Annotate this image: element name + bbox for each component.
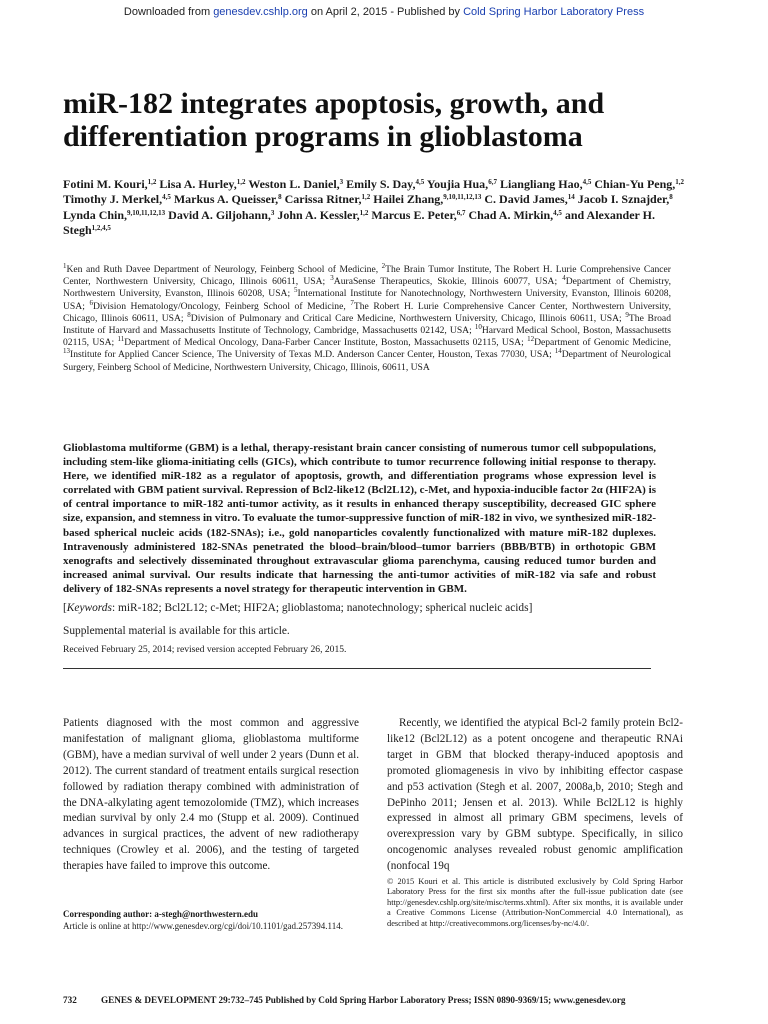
keywords: [63, 601, 663, 615]
affiliation-number: 1: [63, 262, 67, 270]
abstract: Glioblastoma multiforme (GBM) is a lethal, therapy-resistant brain cancer consisting of numerous tumor cell subpopulations, including stem-like glioma-initiating cells (GICs), which contribute to tumor recurrence following initial response to therapy. Here, we identified miR-182 as a regulator of apoptosis, growth, and differentiation programs whose expression level is correlated with GBM patient survival. Repression of Bcl2-like12 (Bcl2L12), c-Met, and hypoxia-inducible factor 2α (HIF2A) is of central importance to miR-182 anti-tumor activity, as it results in enhanced therapy susceptibility, decreased GIC sphere size, expansion, and stemness in vitro. To evaluate the tumor-suppressive function of miR-182 in vivo, we synthesized miR-182-based spherical nucleic acids (182-SNAs); i.e., gold nanoparticles covalently functionalized with mature miR-182 duplexes. Intravenously administered 182-SNAs penetrated the blood–brain/blood–tumor barriers (BBB/BTB) in orthotopic GBM xenografts and selectively disseminated throughout extravascular glioma parenchyma, causing reduced tumor burden and increased animal survival. Our results indicate that harnessing the anti-tumor activities of miR-182 via safe and robust delivery of 182-SNAs represents a novel strategy for therapeutic intervention in GBM.: [63, 442, 656, 595]
author-name: Youjia Hua,: [426, 177, 489, 191]
keywords-close: ]: [528, 602, 533, 614]
genesdev-site-link[interactable]: genesdev.cshlp.org: [213, 6, 308, 18]
author-affiliation-mark: 3: [339, 178, 344, 186]
author-name: Fotini M. Kouri,: [63, 177, 148, 191]
affiliations: [63, 264, 671, 374]
received-dates: Received February 25, 2014; revised version accepted February 26, 2015.: [63, 644, 347, 655]
author-affiliation-mark: 1,2: [675, 178, 685, 186]
author-name: Jacob I. Sznajder,: [577, 192, 670, 207]
affiliation-number: 8: [187, 310, 191, 319]
affiliation-text: The Broad Institute of Harvard and Massachusetts Institute of Technology, Cambridge, Massachusetts 02142, USA;: [63, 312, 671, 337]
affiliation-number: 2: [381, 262, 386, 270]
author-name: Emily S. Day,: [346, 177, 416, 191]
affiliation-number: 11: [117, 335, 125, 344]
author-name: Carissa Ritner,: [284, 192, 362, 207]
affiliation-number: 12: [527, 335, 535, 344]
author-affiliation-mark: 1,2: [236, 178, 246, 186]
supplemental-note: Supplemental material is available for this article.: [63, 625, 290, 637]
author-name: Markus A. Queisser,: [173, 192, 279, 207]
affiliation-text: Division Hematology/Oncology, Feinberg School of Medicine,: [92, 300, 351, 312]
author-affiliation-mark: 8: [669, 193, 673, 202]
affiliation-number: 9: [625, 310, 629, 319]
author-name: and Alexander H. Stegh: [63, 207, 656, 238]
corresponding-author: [63, 909, 363, 932]
corresponding-label: Corresponding author:: [63, 909, 155, 919]
author-affiliation-mark: 6,7: [456, 208, 466, 217]
author-name: Liangliang Hao,: [499, 177, 583, 191]
affiliation-number: 14: [554, 347, 562, 356]
affiliation-text: AuraSense Therapeutics, Skokie, Illinois 60077, USA;: [333, 276, 563, 288]
author-name: Hailei Zhang,: [373, 192, 444, 207]
author-name: Marcus E. Peter,: [371, 207, 457, 222]
affiliation-text: Institute for Applied Cancer Science, The University of Texas M.D. Anderson Cancer Center, Houston, Texas 77030, USA;: [70, 349, 555, 361]
article-online-note: Article is online at http://www.genesdev.org/cgi/doi/10.1101/gad.257394.114.: [63, 920, 343, 931]
author-name: Timothy J. Merkel,: [63, 192, 163, 207]
keywords-open: [: [63, 602, 67, 614]
author-list: [63, 177, 703, 239]
author-affiliation-mark: 3: [270, 208, 275, 217]
author-affiliation-mark: 1,2: [361, 193, 371, 202]
author-affiliation-mark: 4,5: [415, 178, 425, 186]
license-note: © 2015 Kouri et al. This article is distributed exclusively by Cold Spring Harbor Laboratory Press for the first six months after the full-issue publication date (see http://genesdev.cshlp.org/site/misc/terms.xhtml). After six months, it is available under a Creative Commons License (Attribution-NonCommercial 4.0 International), as described at http://creativecommons.org/licenses/by-nc/4.0/.: [387, 877, 683, 928]
section-divider: [63, 668, 651, 669]
affiliation-number: 10: [474, 323, 482, 332]
author-affiliation-mark: 4,5: [553, 208, 562, 217]
download-banner: [0, 6, 768, 18]
affiliation-text: Ken and Ruth Davee Department of Neurology, Feinberg School of Medicine,: [66, 264, 382, 275]
affiliation-text: Department of Neurological Surgery, Feinberg School of Medicine, Northwestern University, Chicago, Illinois, 60611, USA: [63, 349, 671, 373]
page-footer: [63, 995, 703, 1005]
author-affiliation-mark: 1,2,4,5: [91, 224, 111, 233]
affiliation-number: 7: [350, 298, 354, 307]
affiliation-text: The Robert H. Lurie Comprehensive Cancer Center, Northwestern University, Chicago, Illinois 60611, USA;: [63, 300, 671, 324]
body-column-right: Recently, we identified the atypical Bcl-2 family protein Bcl2-like12 (Bcl2L12) as a potent oncogene and therapeutic RNAi target in GBM that blocked therapy-induced apoptosis and promoted gliomagenesis in vivo by inhibiting effector caspase and p53 activation (Stegh et al. 2007, 2008a,b, 2010; Stegh and DePinho 2011; Jensen et al. 2013). While Bcl2L12 is highly expressed in almost all primary GBM specimens, levels of overexpression vary by GBM subtype. Specifically, in silico oncogenomic analyses revealed robust genomic amplification (nonfocal 19q: [387, 717, 683, 873]
author-affiliation-mark: 1,2: [147, 178, 157, 186]
author-name: Chad A. Mirkin,: [468, 207, 554, 222]
journal-citation: GENES & DEVELOPMENT 29:732–745 Published by Cold Spring Harbor Laboratory Press; ISSN 0890-9369/15; www.genesdev.org: [101, 995, 626, 1005]
author-affiliation-mark: 9,10,11,12,13: [127, 208, 166, 217]
affiliation-number: 13: [63, 347, 70, 356]
publisher-link[interactable]: Cold Spring Harbor Laboratory Press: [463, 6, 645, 18]
affiliation-number: 5: [293, 286, 298, 295]
affiliation-text: Department of Medical Oncology, Dana-Farber Cancer Institute, Boston, Massachusetts 02115, USA;: [124, 337, 528, 349]
author-name: John A. Kessler,: [277, 207, 360, 222]
author-name: C. David James,: [484, 192, 568, 207]
author-affiliation-mark: 4,5: [162, 193, 171, 202]
author-affiliation-mark: 6,7: [488, 178, 497, 186]
banner-middle: on April 2, 2015 - Published by: [307, 6, 464, 18]
keywords-label: Keywords: [66, 602, 112, 614]
affiliation-text: Harvard Medical School, Boston, Massachusetts 02115, USA;: [63, 325, 671, 349]
keywords-sep: :: [111, 602, 118, 614]
article-title: miR-182 integrates apoptosis, growth, and differentiation programs in glioblastoma: [63, 87, 605, 153]
author-affiliation-mark: 9,10,11,12,13: [443, 193, 482, 202]
corresponding-email-link[interactable]: a-stegh@northwestern.edu: [154, 909, 258, 919]
author-name: Weston L. Daniel,: [248, 177, 340, 191]
affiliation-text: Department of Chemistry, Northwestern University, Evanston, Illinois 60208, USA;: [63, 276, 671, 300]
author-affiliation-mark: 4,5: [582, 178, 592, 186]
affiliation-text: International Institute for Nanotechnology, Northwestern University, Evanston, Illinois 60208, USA;: [63, 288, 671, 312]
affiliation-number: 6: [89, 298, 93, 307]
author-affiliation-mark: 1,2: [359, 208, 369, 217]
author-name: Lynda Chin,: [63, 207, 128, 222]
author-name: Lisa A. Hurley,: [159, 177, 237, 191]
keywords-text: miR-182; Bcl2L12; c-Met; HIF2A; glioblastoma; nanotechnology; spherical nucleic acids: [117, 602, 529, 614]
author-name: Chian-Yu Peng,: [594, 177, 676, 191]
affiliation-number: 3: [330, 274, 334, 283]
banner-prefix: Downloaded from: [123, 6, 214, 18]
page-number: 732: [63, 995, 77, 1005]
affiliation-text: Department of Genomic Medicine,: [534, 337, 671, 349]
author-affiliation-mark: 14: [567, 193, 575, 202]
body-column-left: Patients diagnosed with the most common and aggressive manifestation of malignant glioma, glioblastoma multiforme (GBM), have a median survival of well under 2 years (Dunn et al. 2012). The current standard of treatment entails surgical resection followed by radiation therapy combined with administration of the DNA-alkylating agent temozolomide (TMZ), which increases median survival by only 2.4 mo (Stupp et al. 2009). Continued advances in surgical practices, the advent of new radiotherapy techniques (Crowley et al. 2006), and the testing of targeted therapies have failed to improve this outcome.: [63, 717, 359, 873]
affiliation-number: 4: [562, 274, 566, 283]
author-affiliation-mark: 8: [278, 193, 282, 202]
affiliation-text: The Brain Tumor Institute, The Robert H. Lurie Comprehensive Cancer Center, Northwestern University, Chicago, Illinois 60611, USA;: [63, 264, 671, 288]
author-name: David A. Giljohann,: [168, 207, 271, 222]
affiliation-text: Division of Pulmonary and Critical Care Medicine, Northwestern University, Chicago, Illinois 60611, USA;: [190, 312, 626, 324]
